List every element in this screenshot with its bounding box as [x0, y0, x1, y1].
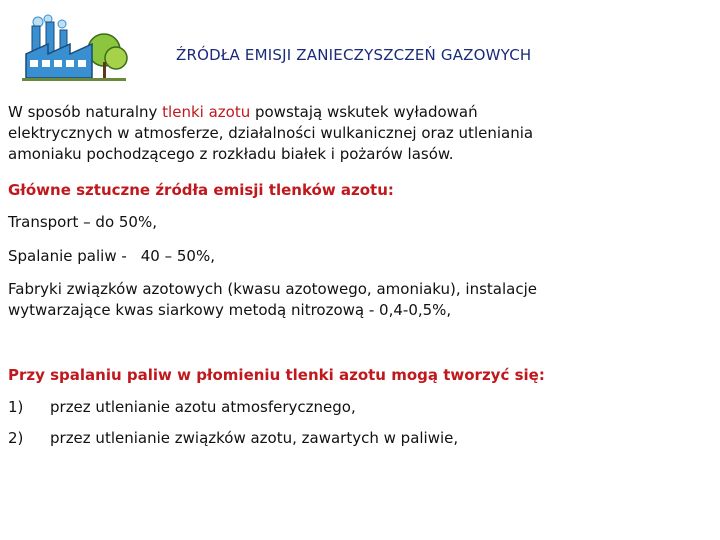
- page-title: ŹRÓDŁA EMISJI ZANIECZYSZCZEŃ GAZOWYCH: [176, 46, 532, 64]
- intro-line-3: amoniaku pochodzącego z rozkładu białek i pożarów lasów.: [8, 145, 454, 163]
- factories-line-1: Fabryki związków azotowych (kwasu azotowego, amoniaku), instalacje: [8, 280, 537, 298]
- intro-paragraph: [8, 102, 533, 165]
- list-number: 1): [8, 398, 24, 416]
- fuel-item: [8, 246, 215, 267]
- list-text: przez utlenianie związków azotu, zawartych w paliwie,: [50, 429, 459, 447]
- list-number: 2): [8, 429, 24, 447]
- list-text: przez utlenianie azotu atmosferycznego,: [50, 398, 356, 416]
- transport-item: Transport – do 50%,: [8, 213, 157, 231]
- fuel-value: 40 – 50%,: [140, 247, 215, 265]
- highlight-nox: tlenki azotu: [162, 103, 251, 121]
- main-sources-heading: Główne sztuczne źródła emisji tlenków azotu:: [8, 181, 394, 199]
- combustion-heading: Przy spalaniu paliw w płomieniu tlenki azotu mogą tworzyć się:: [8, 366, 545, 384]
- factories-item: [8, 279, 537, 321]
- list-item: [8, 397, 356, 418]
- list-item: [8, 428, 458, 449]
- intro-line-2: elektrycznych w atmosferze, działalności wulkanicznej oraz utleniania: [8, 124, 534, 142]
- factories-line-2: wytwarzające kwas siarkowy metodą nitrozową - 0,4-0,5%,: [8, 301, 452, 319]
- fuel-label: Spalanie paliw -: [8, 247, 127, 265]
- factory-icon: [18, 14, 128, 84]
- intro-line-1: W sposób naturalny tlenki azotu powstają wskutek wyładowań: [8, 103, 478, 121]
